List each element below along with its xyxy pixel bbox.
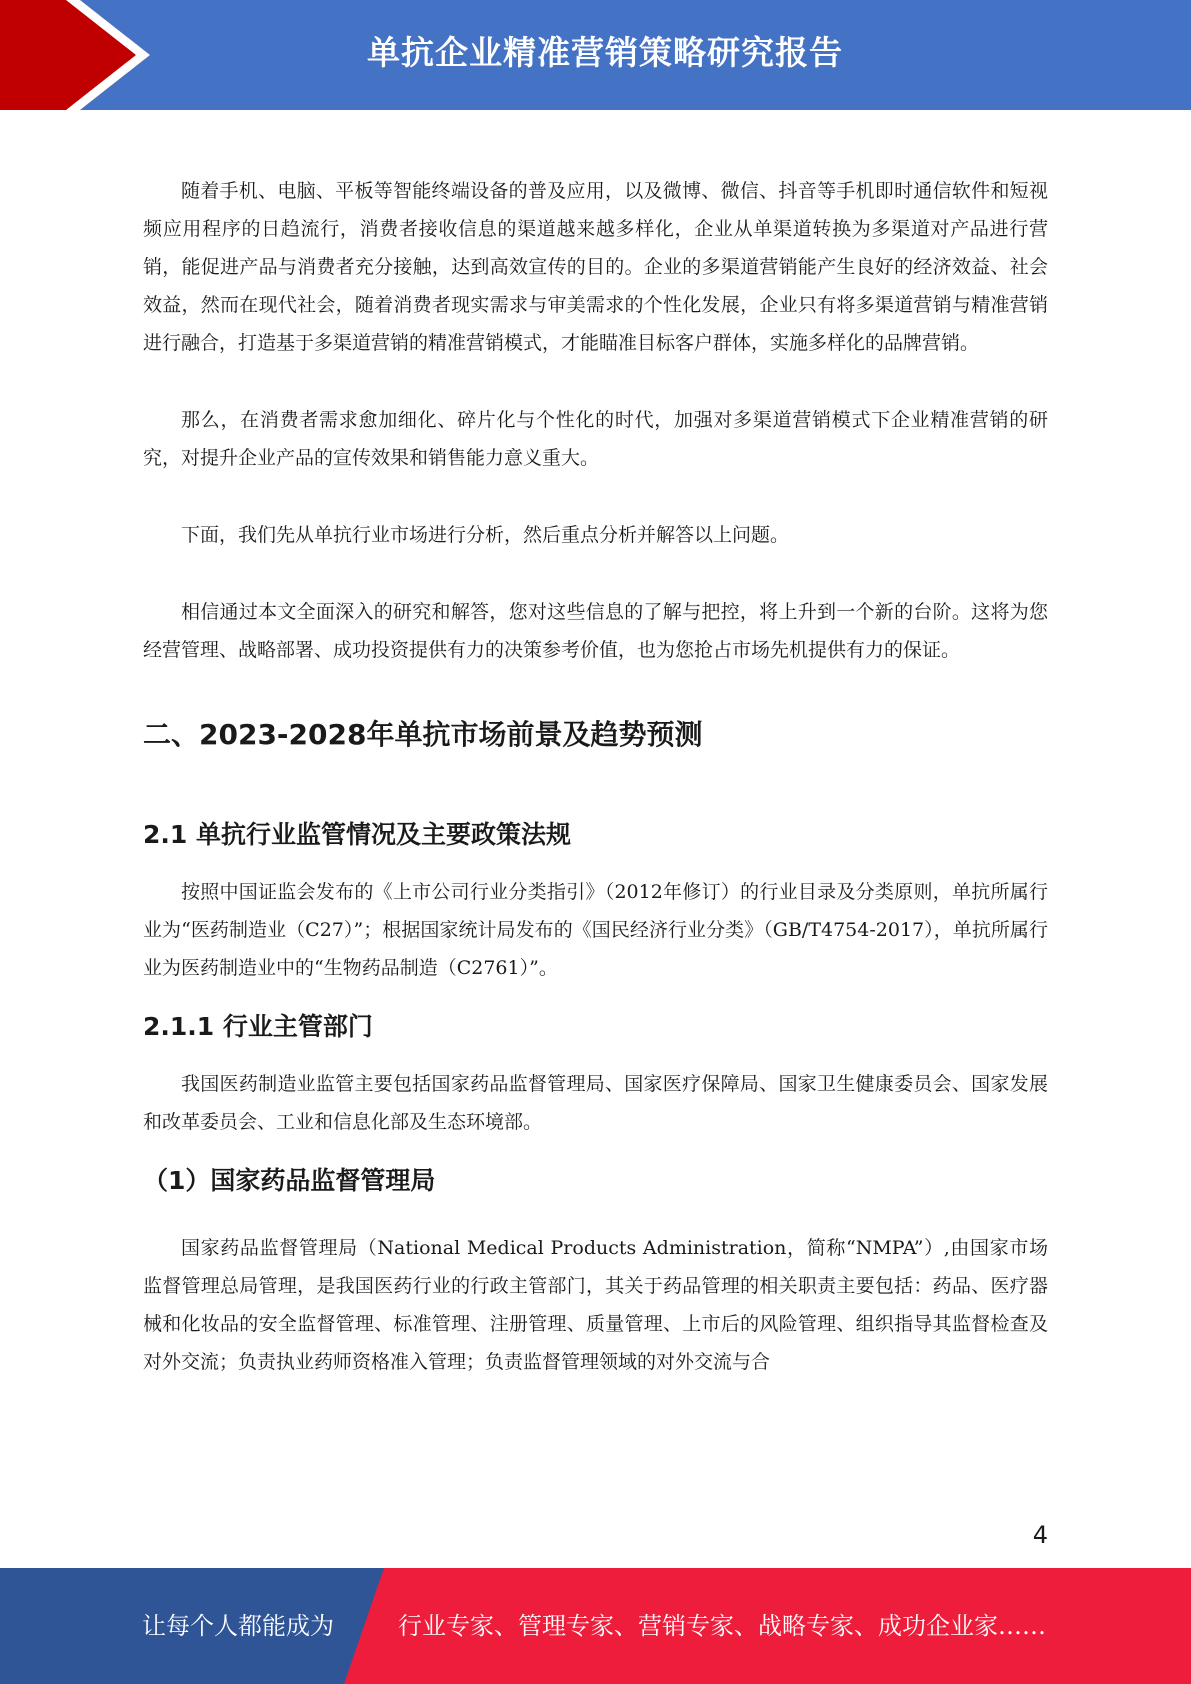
paragraph-significance: 那么，在消费者需求愈加细化、碎片化与个性化的时代，加强对多渠道营销模式下企业精准营销的研究，对提升企业产品的宣传效果和销售能力意义重大。 (143, 409, 1048, 469)
page-header (0, 0, 1191, 110)
report-title: 单抗企业精准营销策略研究报告 (367, 33, 843, 72)
section-heading: 二、2023-2028年单抗市场前景及趋势预测 (143, 718, 703, 751)
footer-slogan-left: 让每个人都能成为 (142, 1612, 334, 1640)
paragraph-nmpa: 国家药品监督管理局（National Medical Products Administration，简称“NMPA”）,由国家市场监督管理总局管理，是我国医药行业的行政主管部门，其关于药品管理的相关职责主要包括：药品、医疗器械和化妆品的安全监督管理、标准管理、注册管理、质量管理、上市后的风险管理、组织指导其监督检查及对外交流；负责执业药师资格准入管理；负责监督管理领域的对外交流与合 (143, 1237, 1048, 1373)
paragraph-industry-classification: 按照中国证监会发布的《上市公司行业分类指引》（2012年修订）的行业目录及分类原则，单抗所属行业为“医药制造业（C27）”；根据国家统计局发布的《国民经济行业分类》（GB/T4754-2017），单抗所属行业为医药制造业中的“生物药品制造（C2761）”。 (143, 881, 1048, 979)
page-number: 4 (1032, 1521, 1048, 1549)
paragraph-regulators: 我国医药制造业监管主要包括国家药品监督管理局、国家医疗保障局、国家卫生健康委员会、国家发展和改革委员会、工业和信息化部及生态环境部。 (143, 1073, 1048, 1133)
item-heading: （1）国家药品监督管理局 (143, 1166, 436, 1195)
subsection-heading: 2.1 单抗行业监管情况及主要政策法规 (143, 820, 571, 849)
sub-subsection-heading: 2.1.1 行业主管部门 (143, 1012, 373, 1041)
footer-slogan-right: 行业专家、管理专家、营销专家、战略专家、成功企业家…… (398, 1612, 1046, 1640)
page-body (143, 172, 1048, 1381)
page-footer (0, 1568, 1191, 1684)
paragraph-intro: 随着手机、电脑、平板等智能终端设备的普及应用，以及微博、微信、抖音等手机即时通信软件和短视频应用程序的日趋流行，消费者接收信息的渠道越来越多样化，企业从单渠道转换为多渠道对产品进行营销，能促进产品与消费者充分接触，达到高效宣传的目的。企业的多渠道营销能产生良好的经济效益、社会效益，然而在现代社会，随着消费者现实需求与审美需求的个性化发展，企业只有将多渠道营销与精准营销进行融合，打造基于多渠道营销的精准营销模式，才能瞄准目标客户群体，实施多样化的品牌营销。 (143, 180, 1048, 354)
paragraph-outline: 下面，我们先从单抗行业市场进行分析，然后重点分析并解答以上问题。 (181, 524, 790, 546)
paragraph-value: 相信通过本文全面深入的研究和解答，您对这些信息的了解与把控，将上升到一个新的台阶。这将为您经营管理、战略部署、成功投资提供有力的决策参考价值，也为您抢占市场先机提供有力的保证。 (143, 601, 1048, 661)
